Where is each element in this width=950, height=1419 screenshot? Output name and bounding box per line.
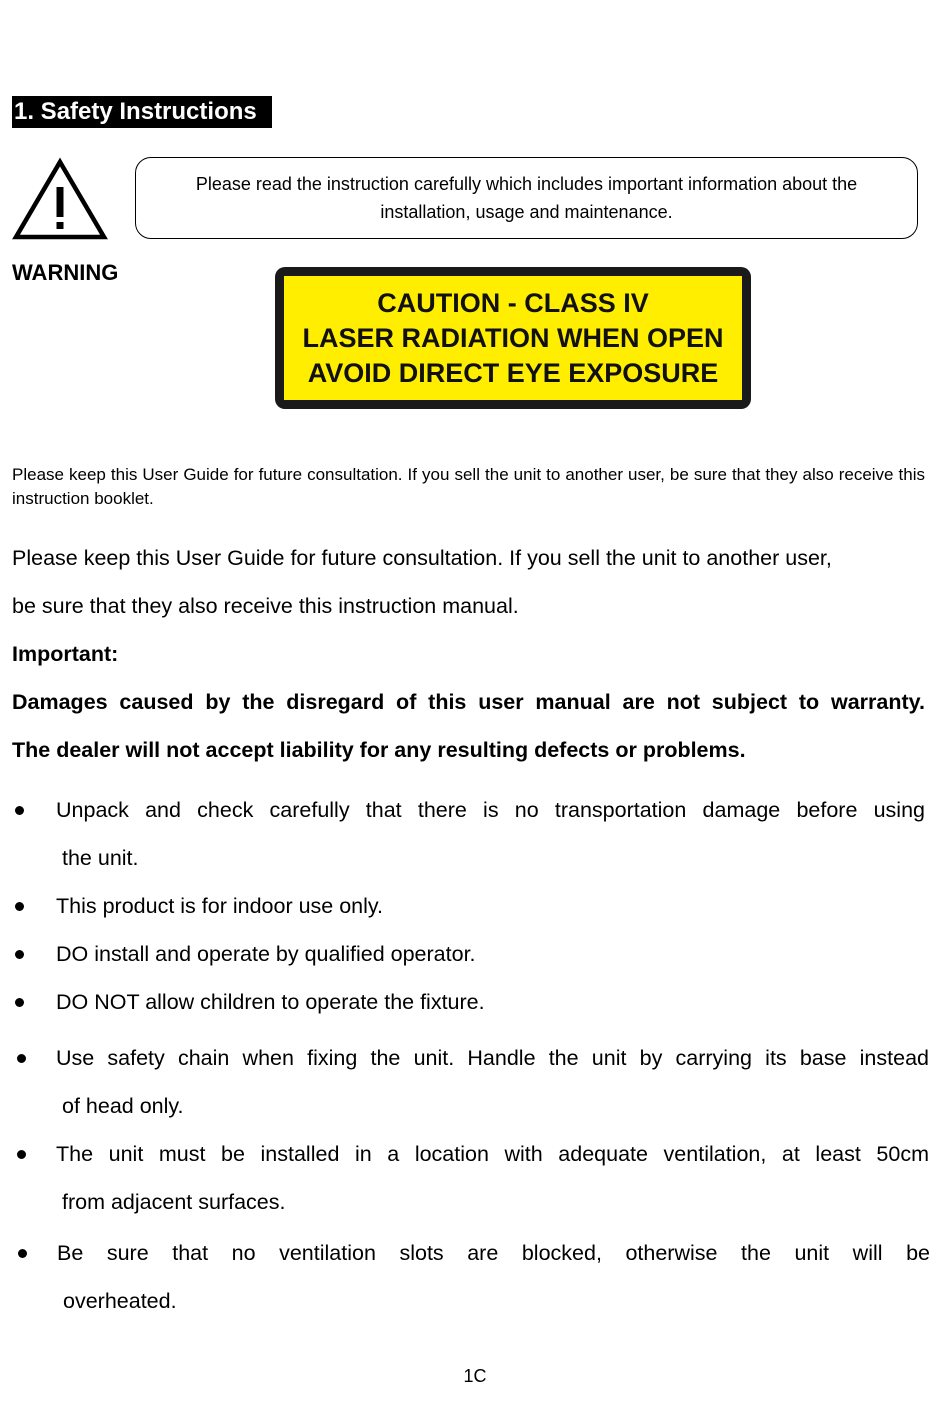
caution-line-3: AVOID DIRECT EYE EXPOSURE — [307, 357, 719, 388]
bullet-dot — [15, 806, 24, 815]
disclaimer — [12, 678, 925, 774]
bullet-text — [56, 1130, 929, 1226]
bullet-text — [57, 1229, 930, 1325]
bullet-line-2: overheated. — [63, 1289, 177, 1313]
bullet-dot — [17, 1054, 26, 1063]
bullet-dot — [18, 1249, 27, 1258]
bullet-dot — [15, 998, 24, 1007]
bullet-text — [56, 1034, 929, 1130]
bullet-dot — [15, 902, 24, 911]
bullet-line-1: This product is for indoor use only. — [56, 894, 384, 918]
bullet-line-1: The unit must be installed in a location with adequate ventilation, at least 50cm — [56, 1142, 929, 1166]
caution-label-inner — [284, 276, 742, 400]
section-title: 1. Safety Instructions — [12, 96, 272, 128]
bullet-text — [56, 786, 925, 882]
bullet-line-1: DO NOT allow children to operate the fixture. — [56, 990, 485, 1014]
bullet-text — [56, 930, 476, 978]
bullet-dot — [17, 1150, 26, 1159]
intro-main-line-2: be sure that they also receive this instruction manual. — [12, 594, 519, 618]
warning-triangle-icon — [12, 157, 108, 241]
intro-small-paragraph: Please keep this User Guide for future consultation. If you sell the unit to another user, be sure that they also receive this instruction booklet. — [12, 465, 925, 508]
notice-box — [135, 157, 918, 239]
bullet-text — [56, 978, 485, 1026]
caution-line-2: LASER RADIATION WHEN OPEN — [302, 322, 724, 353]
bullet-line-1: Use safety chain when fixing the unit. Handle the unit by carrying its base instead — [56, 1046, 929, 1070]
caution-line-1: CAUTION - CLASS IV — [377, 287, 649, 318]
bullet-line-1: Unpack and check carefully that there is no transportation damage before using — [56, 798, 925, 822]
page-number: 1C — [463, 1366, 487, 1386]
important-label: Important: — [12, 642, 119, 666]
disclaimer-line-2: The dealer will not accept liability for any resulting defects or problems. — [12, 738, 746, 762]
intro-main-paragraph — [12, 534, 937, 630]
disclaimer-line-1: Damages caused by the disregard of this user manual are not subject to warranty. — [12, 690, 925, 714]
bullet-line-2: of head only. — [62, 1094, 184, 1118]
bullet-dot — [15, 950, 24, 959]
notice-text: Please read the instruction carefully which includes important information about the installation, usage and maintenance. — [195, 174, 858, 222]
warning-label: WARNING — [12, 260, 119, 285]
bullet-line-2: the unit. — [62, 846, 139, 870]
caution-laser-label — [275, 267, 751, 409]
bullet-line-2: from adjacent surfaces. — [62, 1190, 286, 1214]
bullet-text — [56, 882, 383, 930]
intro-main-line-1: Please keep this User Guide for future consultation. If you sell the unit to another user, — [12, 546, 832, 570]
bullet-line-1: DO install and operate by qualified operator. — [56, 942, 476, 966]
bullet-line-1: Be sure that no ventilation slots are blocked, otherwise the unit will be — [57, 1241, 930, 1265]
